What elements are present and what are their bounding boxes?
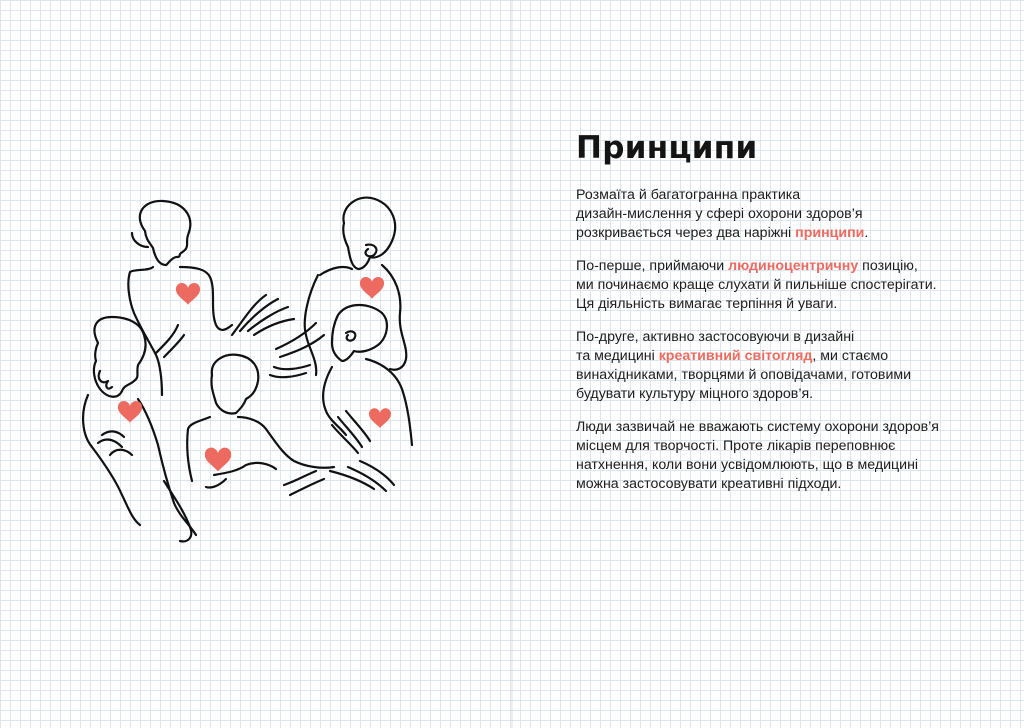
paragraphs: [576, 186, 996, 494]
text-segment: місцем для творчості. Проте лікарів переповнює: [576, 438, 896, 454]
paragraph: [576, 186, 996, 243]
line-art-icon: [70, 185, 440, 555]
principles-text-column: [576, 130, 996, 508]
text-segment: ми починаємо краще слухати й пильніше спостерігати.: [576, 277, 937, 293]
text-segment: та медицині: [576, 348, 659, 364]
text-segment: , ми стаємо: [812, 348, 889, 364]
accent-term: людиноцентричну: [728, 258, 859, 274]
accent-term: креативний світогляд: [658, 348, 813, 364]
text-segment: По-друге, активно застосовуючи в дизайні: [576, 329, 855, 345]
paragraph: [576, 418, 996, 494]
text-segment: винахідниками, творцями й оповідачами, готовими: [576, 367, 912, 383]
text-segment: Розмаїта й багатогранна практика: [576, 187, 801, 203]
text-segment: Люди зазвичай не вважають систему охорони здоров’я: [576, 419, 939, 435]
text-segment: дизайн-мислення у сфері охорони здоров’я: [576, 206, 863, 222]
paragraph: [576, 257, 996, 314]
text-segment: По-перше, приймаючи: [576, 258, 729, 274]
page-title: Принципи: [576, 130, 758, 166]
text-segment: натхнення, коли вони усвідомлюють, що в медицині: [576, 457, 919, 473]
text-segment: розкривається через два наріжні: [576, 225, 796, 241]
text-segment: Ця діяльність вимагає терпіння й уваги.: [576, 296, 838, 312]
text-segment: можна застосовувати креативні підходи.: [576, 476, 842, 492]
accent-term: принципи: [795, 225, 865, 241]
text-segment: .: [864, 225, 869, 241]
text-segment: будувати культуру міцного здоров’я.: [576, 386, 814, 402]
paragraph: [576, 328, 996, 404]
page-fold: [511, 0, 513, 728]
text-segment: позицію,: [858, 258, 918, 274]
people-with-hearts-illustration: [70, 185, 440, 555]
